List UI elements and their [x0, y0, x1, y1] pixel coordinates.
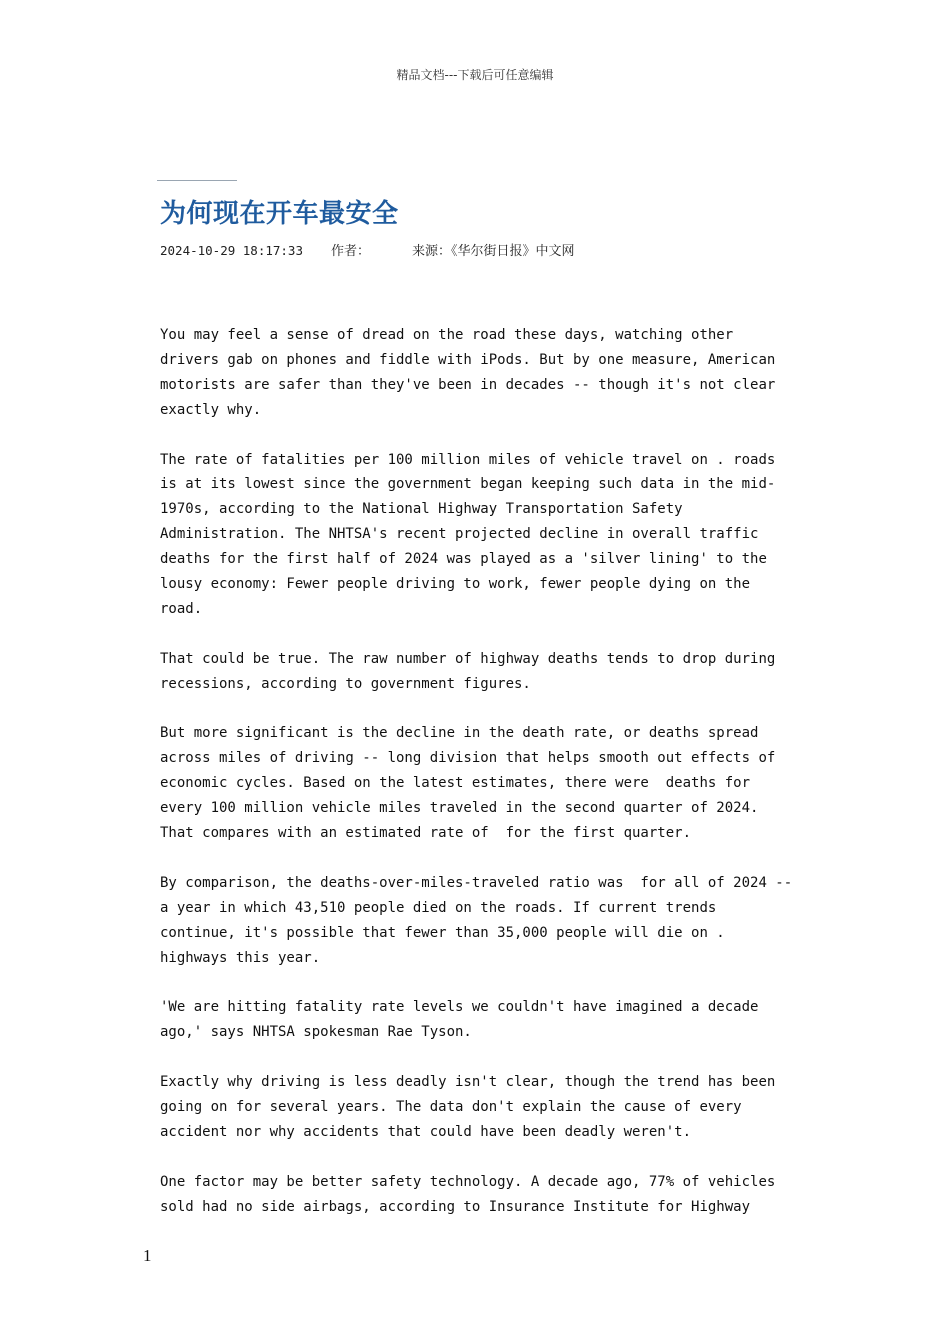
paragraph-line: By comparison, the deaths-over-miles-traveled ratio was for all of 2024 --: [160, 874, 793, 891]
article-paragraph: [160, 871, 800, 971]
paragraph-line: Administration. The NHTSA's recent projected decline in overall traffic: [160, 526, 759, 543]
article-paragraph: [160, 448, 800, 622]
paragraph-line: You may feel a sense of dread on the road these days, watching other: [160, 327, 734, 343]
paragraph-line: every 100 million vehicle miles traveled in the second quarter of 2024.: [160, 800, 759, 817]
article-paragraph: [160, 647, 800, 697]
publish-date: 2024-10-29 18:17:33: [160, 243, 303, 258]
source-label: 来源：: [412, 244, 452, 259]
paragraph-line: deaths for the first half of 2024 was played as a 'silver lining' to the: [160, 551, 767, 568]
author-label: 作者：: [331, 244, 371, 259]
paragraph-line: across miles of driving -- long division that helps smooth out effects of: [160, 750, 776, 767]
paragraph-line: lousy economy: Fewer people driving to work, fewer people dying on the: [160, 576, 751, 593]
paragraph-line: Exactly why driving is less deadly isn't clear, though the trend has been: [160, 1074, 776, 1091]
article-paragraph: [160, 1070, 800, 1145]
paragraph-line: exactly why.: [160, 401, 262, 418]
paragraph-line: The rate of fatalities per 100 million miles of vehicle travel on . roads: [160, 451, 776, 468]
article-title: 为何现在开车最安全: [160, 199, 399, 229]
paragraph-line: economic cycles. Based on the latest estimates, there were deaths for: [160, 775, 751, 792]
paragraph-line: 'We are hitting fatality rate levels we couldn't have imagined a decade: [160, 999, 759, 1016]
article-paragraph: [160, 721, 800, 846]
paragraph-line: is at its lowest since the government began keeping such data in the mid-: [160, 476, 776, 493]
paragraph-line: going on for several years. The data don't explain the cause of every: [160, 1099, 742, 1115]
paragraph-line: motorists are safer than they've been in decades -- though it's not clear: [160, 376, 776, 393]
title-divider: [157, 180, 237, 181]
paragraph-line: highways this year.: [160, 949, 321, 966]
article-paragraph: [160, 323, 800, 423]
source-name: 《华尔街日报》中文网: [451, 244, 575, 259]
article-body: [160, 323, 800, 1244]
paragraph-line: But more significant is the decline in the death rate, or deaths spread: [160, 725, 759, 742]
paragraph-line: recessions, according to government figures.: [160, 675, 531, 692]
paragraph-line: ago,' says NHTSA spokesman Rae Tyson.: [160, 1024, 472, 1041]
article-paragraph: [160, 1170, 800, 1220]
paragraph-line: sold had no side airbags, according to Insurance Institute for Highway: [160, 1198, 751, 1215]
article-meta: [160, 240, 575, 259]
paragraph-line: That compares with an estimated rate of for the first quarter.: [160, 825, 692, 842]
page-header: 精品文档---下载后可任意编辑: [396, 68, 554, 82]
paragraph-line: road.: [160, 600, 203, 617]
article-paragraph: [160, 995, 800, 1045]
paragraph-line: drivers gab on phones and fiddle with iPods. But by one measure, American: [160, 351, 776, 368]
paragraph-line: 1970s, according to the National Highway Transportation Safety: [160, 501, 683, 518]
paragraph-line: a year in which 43,510 people died on the roads. If current trends: [160, 899, 717, 916]
paragraph-line: continue, it's possible that fewer than 35,000 people will die on .: [160, 924, 725, 941]
paragraph-line: accident nor why accidents that could have been deadly weren't.: [160, 1123, 692, 1140]
page-number: 1: [143, 1246, 152, 1265]
paragraph-line: That could be true. The raw number of highway deaths tends to drop during: [160, 650, 776, 667]
paragraph-line: One factor may be better safety technology. A decade ago, 77% of vehicles: [160, 1173, 776, 1190]
